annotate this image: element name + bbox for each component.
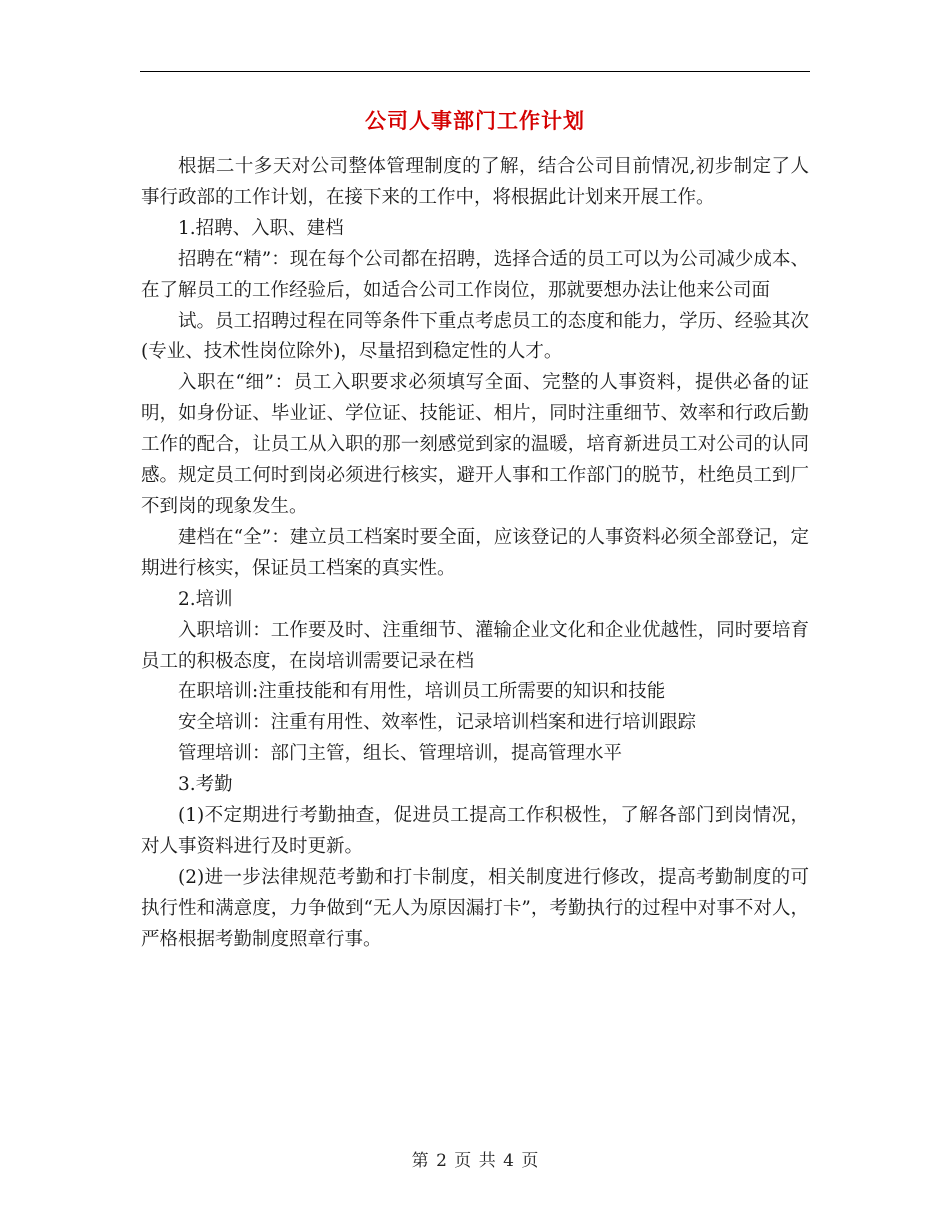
intro-paragraph: 根据二十多天对公司整体管理制度的了解，结合公司目前情况,初步制定了人事行政部的工作计划，在接下来的工作中，将根据此计划来开展工作。: [141, 156, 809, 208]
document-title: 公司人事部门工作计划: [365, 108, 585, 133]
attendance-item-1: (1)不定期进行考勤抽查，促进员工提高工作积极性，了解各部门到岗情况，对人事资料进行及时更新。: [141, 805, 809, 857]
document-body: [141, 152, 809, 956]
header-rule: [140, 71, 810, 72]
section-heading-recruitment: 1.招聘、入职、建档: [178, 217, 344, 239]
attendance-item-2: (2)进一步法律规范考勤和打卡制度，相关制度进行修改，提高考勤制度的可执行性和满意度，力争做到“无人为原因漏打卡”，考勤执行的过程中对事不对人，严格根据考勤制度照章行事。: [141, 866, 809, 950]
recruitment-continuation-paragraph: 试。员工招聘过程在同等条件下重点考虑员工的态度和能力，学历、经验其次(专业、技术性岗位除外)，尽量招到稳定性的人才。: [141, 310, 809, 363]
onboarding-training-paragraph: 入职培训：工作要及时、注重细节、灌输企业文化和企业优越性，同时要培育员工的积极态度，在岗培训需要记录在档: [141, 619, 809, 672]
in-service-training-paragraph: 在职培训:注重技能和有用性，培训员工所需要的知识和技能: [178, 681, 666, 703]
safety-training-paragraph: 安全培训：注重有用性、效率性，记录培训档案和进行培训跟踪: [178, 712, 697, 734]
recruitment-paragraph: 招聘在“精”：现在每个公司都在招聘，选择合适的员工可以为公司减少成本、在了解员工的工作经验后，如适合公司工作岗位，那就要想办法让他来公司面: [141, 248, 809, 301]
section-heading-attendance: 3.考勤: [178, 774, 233, 796]
archiving-paragraph: 建档在“全”：建立员工档案时要全面，应该登记的人事资料必须全部登记，定期进行核实，保证员工档案的真实性。: [141, 526, 809, 579]
section-heading-training: 2.培训: [178, 588, 233, 610]
page-number: 第 2 页 共 4 页: [411, 1151, 539, 1171]
management-training-paragraph: 管理培训：部门主管，组长、管理培训，提高管理水平: [178, 743, 623, 765]
onboarding-paragraph: 入职在“细”：员工入职要求必须填写全面、完整的人事资料，提供必备的证明，如身份证、毕业证、学位证、技能证、相片，同时注重细节、效率和行政后勤工作的配合，让员工从入职的那一刻感觉到家的温暖，培育新进员工对公司的认同感。规定员工何时到岗必须进行核实，避开人事和工作部门的脱节，杜绝员工到厂不到岗的现象发生。: [141, 372, 809, 517]
